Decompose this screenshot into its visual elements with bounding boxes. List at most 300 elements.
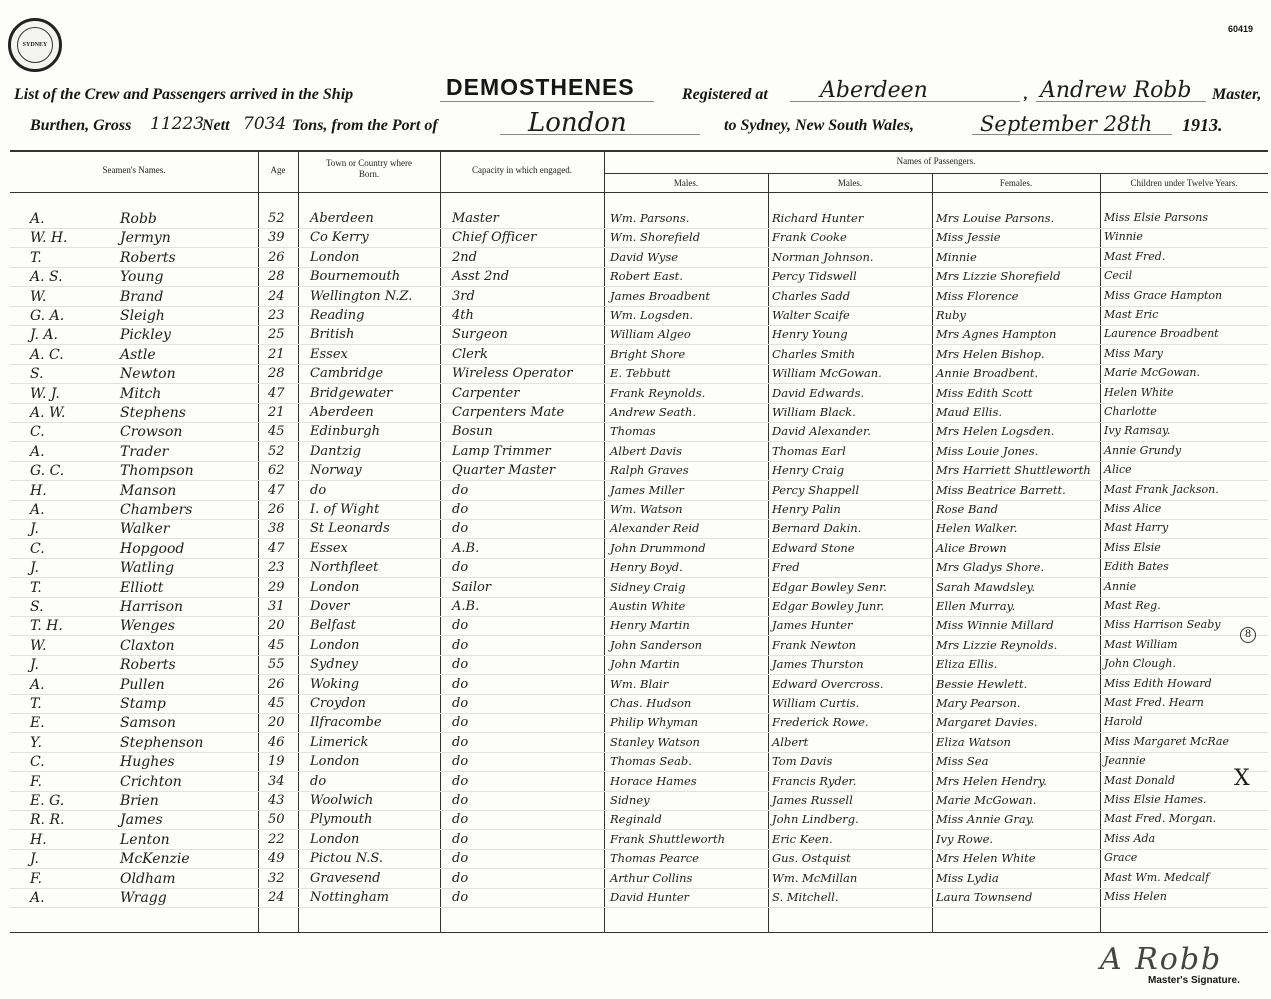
- passenger-male-1: Thomas: [610, 424, 656, 439]
- seaman-age: 45: [268, 424, 285, 440]
- passenger-male-1: Philip Whyman: [610, 715, 699, 730]
- passenger-male-2: Charles Smith: [772, 346, 856, 361]
- seaman-age: 20: [268, 618, 285, 634]
- passenger-female: Ellen Murray.: [936, 599, 1016, 613]
- seaman-initials: T.: [30, 579, 42, 596]
- seaman-capacity: 3rd: [452, 288, 475, 304]
- registered-rule: [790, 101, 1020, 102]
- passenger-child: Miss Elsie Hames.: [1104, 793, 1207, 806]
- passenger-female: Miss Beatrice Barrett.: [936, 482, 1066, 497]
- seaman-birthplace: Gravesend: [310, 870, 381, 886]
- seaman-surname: Robb: [120, 211, 157, 227]
- gross-value: 11223: [150, 114, 205, 134]
- seaman-surname: Oldham: [120, 870, 176, 887]
- nett-label: Nett: [202, 117, 230, 134]
- passenger-child: Mast William: [1104, 637, 1178, 651]
- seaman-capacity: Wireless Operator: [452, 366, 573, 382]
- ship-name: DEMOSTHENES: [446, 74, 635, 100]
- passenger-child: Miss Ada: [1104, 831, 1156, 845]
- seaman-initials: H.: [30, 831, 47, 848]
- seaman-birthplace: London: [310, 831, 360, 847]
- passenger-male-2: William Black.: [772, 405, 856, 419]
- seaman-birthplace: Aberdeen: [310, 405, 374, 420]
- seaman-surname: Sleigh: [120, 308, 165, 324]
- passenger-male-2: Frank Cooke: [772, 230, 847, 245]
- manifest-row: [0, 754, 1271, 774]
- passenger-child: Cecil: [1104, 269, 1133, 283]
- seaman-birthplace: London: [310, 637, 360, 653]
- seaman-initials: A.: [30, 676, 45, 693]
- seaman-initials: F.: [30, 870, 42, 887]
- passenger-child: Annie: [1104, 579, 1137, 593]
- passenger-male-2: S. Mitchell.: [772, 890, 839, 904]
- circled-mark-annotation: [1236, 626, 1256, 643]
- seaman-birthplace: Woking: [310, 676, 360, 692]
- date-rule: [972, 134, 1172, 135]
- table-header-bottom: [10, 192, 1268, 193]
- burthen-label: Burthen, Gross: [30, 117, 132, 134]
- passenger-female: Marie McGowan.: [936, 793, 1037, 807]
- seaman-surname: Mitch: [120, 385, 162, 402]
- seaman-age: 50: [268, 812, 285, 828]
- seaman-surname: Stephens: [120, 405, 186, 421]
- passenger-male-2: Francis Ryder.: [772, 773, 857, 788]
- seaman-initials: A.: [30, 890, 45, 906]
- seaman-capacity: do: [452, 676, 469, 692]
- seaman-initials: S.: [30, 366, 44, 383]
- passenger-child: John Clough.: [1104, 657, 1176, 671]
- passenger-male-1: Reginald: [610, 812, 662, 827]
- passenger-male-2: David Alexander.: [772, 424, 871, 439]
- seaman-birthplace: Reading: [310, 308, 365, 323]
- seaman-initials: C.: [30, 754, 45, 771]
- col-header-passengers: Names of Passengers.: [896, 156, 976, 166]
- passenger-male-1: John Sanderson: [610, 637, 703, 652]
- manifest-row: [0, 541, 1271, 561]
- passenger-female: Bessie Hewlett.: [936, 676, 1028, 691]
- port-value: London: [528, 108, 627, 138]
- nett-value: 7034: [243, 114, 287, 134]
- passenger-male-1: Frank Reynolds.: [610, 385, 706, 400]
- seaman-capacity: do: [452, 754, 469, 770]
- passenger-male-1: David Hunter: [610, 890, 690, 904]
- seaman-capacity: do: [452, 870, 469, 886]
- passenger-child: Mast Fred. Morgan.: [1104, 812, 1217, 826]
- seaman-birthplace: Co Kerry: [310, 230, 369, 246]
- passenger-child: Miss Elsie: [1104, 540, 1161, 554]
- port-rule: [500, 134, 700, 135]
- seaman-age: 52: [268, 443, 285, 459]
- passenger-female: Mrs Lizzie Reynolds.: [936, 637, 1058, 652]
- passenger-male-1: Frank Shuttleworth: [610, 831, 726, 846]
- passenger-female: Laura Townsend: [936, 890, 1033, 904]
- passenger-female: Mrs Helen White: [936, 851, 1036, 866]
- seaman-initials: A.: [30, 211, 45, 227]
- seaman-age: 62: [268, 463, 285, 479]
- seaman-age: 31: [268, 599, 285, 614]
- passenger-child: Miss Helen: [1104, 890, 1167, 903]
- seaman-surname: Stephenson: [120, 734, 204, 751]
- seaman-initials: T. H.: [30, 618, 63, 635]
- arrival-date: September 28th: [980, 112, 1153, 136]
- passenger-male-1: E. Tebbutt: [610, 366, 671, 381]
- manifest-row: [0, 735, 1271, 755]
- seaman-capacity: Master: [452, 211, 499, 226]
- seaman-surname: Pickley: [120, 327, 171, 344]
- col-header-seamen: Seamen's Names.: [102, 165, 166, 175]
- passenger-child: Marie McGowan.: [1104, 366, 1200, 380]
- manifest-row: [0, 812, 1271, 832]
- seaman-initials: E.: [30, 715, 45, 732]
- passenger-female: Miss Annie Gray.: [936, 812, 1035, 827]
- seaman-capacity: do: [452, 831, 469, 847]
- comma: ,: [1024, 86, 1028, 103]
- col-header-age: Age: [270, 165, 286, 175]
- passenger-child: Ivy Ramsay.: [1104, 424, 1171, 438]
- passenger-male-1: James Miller: [610, 482, 684, 497]
- seaman-birthplace: Belfast: [310, 618, 356, 634]
- passenger-female: Mrs Helen Bishop.: [936, 346, 1045, 361]
- passenger-female: Mary Pearson.: [936, 696, 1021, 710]
- seaman-age: 28: [268, 269, 285, 285]
- col-header-females: Females.: [999, 178, 1033, 188]
- passenger-male-1: Wm. Shorefield: [610, 230, 701, 245]
- seaman-surname: Harrison: [120, 599, 184, 615]
- passenger-male-1: Thomas Pearce: [610, 851, 699, 866]
- seaman-age: 34: [268, 773, 285, 789]
- passenger-child: Mast Frank Jackson.: [1104, 482, 1219, 496]
- seaman-capacity: do: [452, 502, 469, 517]
- passenger-male-1: Austin White: [610, 599, 686, 613]
- seaman-capacity: do: [452, 890, 469, 905]
- passenger-male-1: Stanley Watson: [610, 734, 700, 749]
- passenger-female: Mrs Lizzie Shorefield: [936, 269, 1061, 284]
- seaman-age: 21: [268, 405, 285, 420]
- seaman-initials: A.: [30, 502, 45, 518]
- passenger-male-2: Edward Stone: [772, 540, 855, 555]
- passenger-male-2: Edgar Bowley Junr.: [772, 599, 885, 613]
- passenger-male-1: Wm. Logsden.: [610, 308, 694, 322]
- passenger-male-1: Chas. Hudson: [610, 696, 692, 710]
- seaman-age: 47: [268, 540, 285, 556]
- passenger-male-1: John Martin: [610, 657, 680, 672]
- passenger-female: Eliza Ellis.: [936, 657, 998, 672]
- passenger-female: Ruby: [936, 308, 966, 322]
- seaman-age: 19: [268, 754, 285, 770]
- seaman-age: 23: [268, 560, 285, 576]
- seaman-birthplace: Northfleet: [310, 560, 379, 576]
- passenger-female: Mrs Helen Hendry.: [936, 773, 1047, 788]
- stamp-inner: [17, 27, 53, 63]
- passenger-child: Laurence Broadbent: [1104, 327, 1219, 341]
- passenger-male-2: David Edwards.: [772, 385, 865, 400]
- seaman-age: 23: [268, 308, 285, 323]
- manifest-row: [0, 521, 1271, 541]
- passenger-child: Mast Donald: [1104, 773, 1176, 787]
- manifest-row: [0, 871, 1271, 891]
- seaman-birthplace: Croydon: [310, 696, 366, 711]
- passenger-male-2: Edward Overcross.: [772, 676, 884, 691]
- seaman-capacity: do: [452, 715, 469, 731]
- manifest-row: [0, 211, 1271, 231]
- seaman-age: 55: [268, 657, 285, 673]
- to-label: to Sydney, New South Wales,: [724, 117, 914, 134]
- manifest-row: [0, 890, 1271, 910]
- passenger-male-2: Frederick Rowe.: [772, 715, 869, 730]
- passenger-male-1: Albert Davis: [610, 443, 683, 458]
- passenger-male-1: Thomas Seab.: [610, 754, 692, 769]
- seaman-age: 45: [268, 637, 285, 653]
- seaman-birthplace: Bridgewater: [310, 385, 393, 401]
- col-header-males-2: Males.: [837, 178, 863, 188]
- seaman-surname: Samson: [120, 715, 176, 732]
- passenger-male-1: David Wyse: [610, 249, 679, 264]
- passenger-child: Miss Alice: [1104, 502, 1162, 515]
- manifest-row: [0, 696, 1271, 716]
- seaman-initials: W.: [30, 288, 47, 305]
- passenger-female: Rose Band: [936, 502, 999, 516]
- passenger-male-2: Charles Sadd: [772, 288, 851, 303]
- manifest-row: [0, 424, 1271, 444]
- passenger-male-1: Wm. Parsons.: [610, 211, 690, 225]
- seaman-surname: Claxton: [120, 637, 175, 654]
- passenger-child: Charlotte: [1104, 405, 1157, 418]
- seaman-capacity: do: [452, 696, 469, 711]
- passenger-male-2: Henry Young: [772, 327, 848, 342]
- passenger-male-2: Wm. McMillan: [772, 870, 858, 885]
- passenger-child: Helen White: [1104, 385, 1174, 399]
- seaman-capacity: Bosun: [452, 424, 493, 440]
- passenger-female: Sarah Mawdsley.: [936, 579, 1035, 594]
- master-signature: A Robb: [1100, 942, 1223, 977]
- passenger-male-2: Norman Johnson.: [772, 249, 874, 264]
- seaman-birthplace: Woolwich: [310, 793, 374, 808]
- seaman-surname: Trader: [120, 443, 169, 460]
- seaman-age: 45: [268, 696, 285, 711]
- manifest-row: [0, 250, 1271, 270]
- seaman-surname: Chambers: [120, 502, 193, 518]
- seaman-surname: Brien: [120, 793, 159, 809]
- passenger-female: Miss Lydia: [936, 870, 999, 885]
- master-signature-label: Master's Signature.: [1148, 975, 1240, 986]
- passenger-male-2: William Curtis.: [772, 696, 860, 710]
- passenger-male-2: Albert: [772, 734, 809, 749]
- seaman-capacity: do: [452, 812, 469, 828]
- passenger-female: Margaret Davies.: [936, 715, 1038, 730]
- seaman-capacity: Sailor: [452, 579, 492, 595]
- passenger-child: Grace: [1104, 851, 1138, 865]
- col-header-capacity: Capacity in which engaged.: [472, 165, 572, 175]
- manifest-row: [0, 793, 1271, 813]
- seaman-surname: McKenzie: [120, 851, 190, 868]
- passenger-child: Mast Harry: [1104, 521, 1169, 535]
- passenger-male-1: Henry Martin: [610, 618, 690, 633]
- seaman-age: 22: [268, 831, 285, 847]
- seaman-initials: A. S.: [30, 269, 63, 286]
- seaman-birthplace: Wellington N.Z.: [310, 288, 413, 304]
- passenger-male-1: Ralph Graves: [610, 463, 689, 478]
- seaman-initials: J.: [30, 560, 39, 577]
- seaman-capacity: do: [452, 773, 469, 789]
- seaman-capacity: do: [452, 734, 469, 750]
- manifest-row: [0, 657, 1271, 677]
- passenger-female: Maud Ellis.: [936, 405, 1003, 419]
- seaman-surname: Wragg: [120, 890, 167, 906]
- seaman-birthplace: do: [310, 482, 327, 498]
- seaman-birthplace: London: [310, 579, 360, 595]
- ship-name-rule: [440, 101, 654, 102]
- col-header-town: Town or Country where Born.: [325, 158, 413, 179]
- seaman-initials: F.: [30, 773, 42, 790]
- passenger-female: Mrs Gladys Shore.: [936, 560, 1045, 575]
- passenger-male-2: John Lindberg.: [772, 812, 859, 827]
- seaman-birthplace: British: [310, 327, 355, 343]
- passenger-male-2: James Hunter: [772, 618, 853, 633]
- seaman-surname: Stamp: [120, 696, 166, 712]
- passenger-male-1: Horace Hames: [610, 773, 697, 788]
- passenger-male-2: Walter Scaife: [772, 308, 850, 322]
- document-number: 60419: [1227, 24, 1253, 34]
- passenger-child: Winnie: [1104, 230, 1143, 244]
- master-name: Andrew Robb: [1040, 78, 1192, 103]
- manifest-row: [0, 405, 1271, 425]
- seaman-capacity: Asst 2nd: [452, 269, 510, 285]
- passenger-male-1: John Drummond: [610, 540, 706, 555]
- manifest-row: [0, 366, 1271, 386]
- passenger-male-2: Fred: [772, 560, 800, 575]
- seaman-age: 47: [268, 482, 285, 498]
- circled-mark: 8: [1240, 627, 1256, 643]
- passenger-child: Harold: [1104, 715, 1143, 729]
- seaman-age: 25: [268, 327, 285, 343]
- table-top-border: [10, 150, 1268, 152]
- seaman-birthplace: Aberdeen: [310, 211, 374, 226]
- stamp-text: SYDNEY: [22, 41, 48, 48]
- seaman-age: 38: [268, 521, 285, 537]
- seaman-capacity: Clerk: [452, 346, 488, 362]
- passenger-male-1: Henry Boyd.: [610, 560, 683, 575]
- tons-label: Tons, from the Port of: [292, 117, 438, 134]
- passenger-female: Annie Broadbent.: [936, 366, 1039, 381]
- cross-mark: X: [1234, 766, 1250, 791]
- seaman-age: 43: [268, 793, 285, 808]
- manifest-row: [0, 230, 1271, 250]
- seaman-birthplace: Nottingham: [310, 890, 389, 905]
- manifest-row: [0, 560, 1271, 580]
- seaman-birthplace: Pictou N.S.: [310, 851, 383, 867]
- passenger-male-1: Robert East.: [610, 269, 683, 284]
- seaman-capacity: do: [452, 657, 469, 673]
- master-rule: [1036, 101, 1206, 102]
- passenger-female: Miss Louie Jones.: [936, 443, 1039, 458]
- seaman-capacity: Carpenters Mate: [452, 405, 565, 420]
- seaman-birthplace: Plymouth: [310, 812, 373, 828]
- seaman-age: 26: [268, 676, 285, 692]
- seaman-capacity: 2nd: [452, 249, 477, 265]
- seaman-capacity: A.B.: [452, 599, 480, 614]
- registered-at: Aberdeen: [820, 78, 928, 103]
- seaman-initials: J.: [30, 521, 39, 538]
- seaman-birthplace: Sydney: [310, 657, 358, 673]
- seaman-initials: T.: [30, 696, 42, 712]
- seaman-birthplace: Essex: [310, 540, 348, 556]
- passenger-child: Annie Grundy: [1104, 443, 1182, 457]
- manifest-row: [0, 308, 1271, 328]
- seaman-surname: Roberts: [120, 657, 176, 674]
- seaman-capacity: do: [452, 482, 469, 498]
- seaman-initials: W. J.: [30, 385, 60, 402]
- manifest-row: [0, 599, 1271, 619]
- passenger-female: Minnie: [936, 249, 977, 264]
- passenger-male-2: Tom Davis: [772, 754, 833, 769]
- passenger-child: Miss Harrison Seaby: [1104, 618, 1221, 632]
- seaman-age: 32: [268, 870, 285, 886]
- seaman-capacity: 4th: [452, 308, 474, 323]
- seaman-birthplace: Dover: [310, 599, 350, 614]
- seaman-surname: Lenton: [120, 831, 170, 848]
- seaman-surname: Manson: [120, 482, 177, 499]
- seaman-age: 24: [268, 890, 285, 905]
- passenger-female: Miss Winnie Millard: [936, 618, 1054, 633]
- seaman-surname: Hughes: [120, 754, 175, 771]
- seaman-capacity: Chief Officer: [452, 230, 537, 246]
- passenger-child: Jeannie: [1104, 754, 1146, 768]
- passenger-male-2: Percy Shappell: [772, 482, 860, 497]
- passenger-male-1: Sidney: [610, 793, 650, 807]
- passenger-male-1: Sidney Craig: [610, 579, 686, 594]
- seaman-surname: Hopgood: [120, 540, 185, 557]
- seaman-birthplace: Norway: [310, 463, 362, 479]
- seaman-initials: A. C.: [30, 346, 64, 363]
- passenger-female: Ivy Rowe.: [936, 831, 994, 846]
- seaman-initials: W. H.: [30, 230, 68, 247]
- passenger-male-2: James Russell: [772, 793, 853, 807]
- seaman-age: 26: [268, 502, 285, 517]
- passenger-child: Miss Margaret McRae: [1104, 734, 1229, 748]
- seaman-age: 47: [268, 385, 285, 401]
- seaman-initials: A. W.: [30, 405, 66, 421]
- passenger-male-2: William McGowan.: [772, 366, 882, 381]
- passenger-child: Edith Bates: [1104, 560, 1169, 574]
- manifest-row: [0, 289, 1271, 309]
- passenger-female: Eliza Watson: [936, 734, 1011, 749]
- passenger-male-2: Richard Hunter: [772, 211, 864, 225]
- passengers-subheader-line: [604, 173, 1268, 174]
- passenger-female: Miss Sea: [936, 754, 989, 769]
- passenger-child: Mast Fred.: [1104, 249, 1166, 263]
- official-stamp: [8, 18, 62, 72]
- seaman-initials: H.: [30, 482, 47, 499]
- seaman-initials: A.: [30, 443, 45, 460]
- passenger-male-1: James Broadbent: [610, 288, 711, 303]
- master-label: Master,: [1212, 86, 1262, 103]
- seaman-capacity: do: [452, 793, 469, 808]
- table-bottom-border: [10, 932, 1268, 933]
- passenger-male-2: Frank Newton: [772, 637, 857, 652]
- passenger-child: Mast Fred. Hearn: [1104, 696, 1204, 709]
- manifest-row: [0, 483, 1271, 503]
- passenger-male-2: Gus. Ostquist: [772, 851, 851, 866]
- seaman-capacity: do: [452, 521, 469, 537]
- seaman-surname: Newton: [120, 366, 176, 383]
- seaman-surname: Watling: [120, 560, 175, 577]
- passenger-male-1: Wm. Blair: [610, 676, 669, 691]
- seaman-age: 24: [268, 288, 285, 304]
- seaman-age: 49: [268, 851, 285, 867]
- passenger-child: Mast Wm. Medcalf: [1104, 870, 1210, 884]
- seaman-surname: Roberts: [120, 249, 176, 266]
- seaman-initials: Y.: [30, 734, 42, 751]
